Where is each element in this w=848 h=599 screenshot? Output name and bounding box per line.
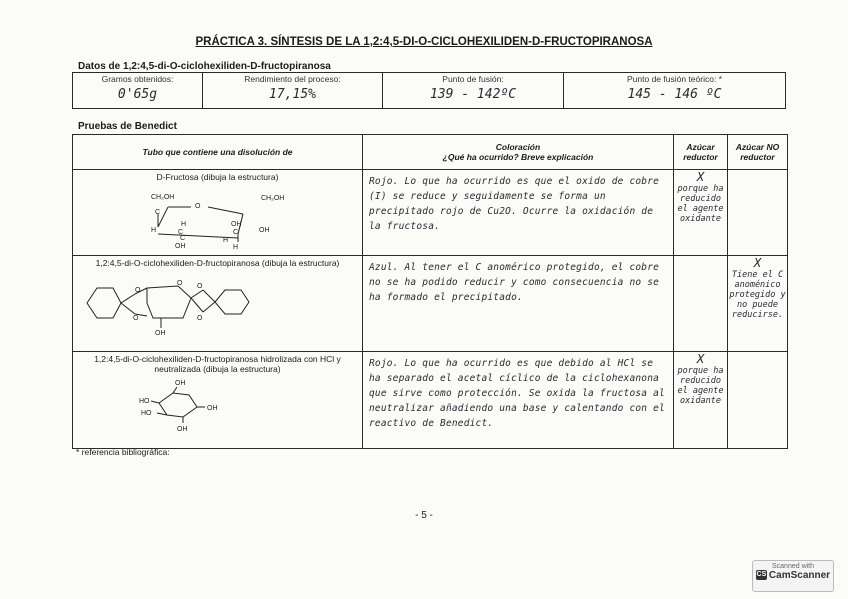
scanner-brand-name: CamScanner — [768, 570, 831, 581]
scanner-caption: Scanned with — [771, 563, 815, 570]
atom-label: OH — [155, 330, 166, 337]
footnote: * referencia bibliográfica: — [76, 447, 170, 457]
page-title: PRÁCTICA 3. SÍNTESIS DE LA 1,2:4,5-DI-O-CICLOHEXILIDEN-D-FRUCTOPIRANOSA — [195, 36, 653, 48]
observation-cell — [363, 170, 674, 256]
reducing-cell — [674, 170, 728, 256]
atom-label: OH — [175, 243, 186, 251]
benedict-section-heading: Pruebas de Benedict — [78, 121, 177, 132]
reducing-mark: X — [696, 170, 705, 184]
header-coloration-title: Coloración — [495, 142, 541, 152]
header-reducing: Azúcar reductor — [674, 135, 728, 170]
atom-label: HO — [141, 409, 152, 417]
atom-label: H — [181, 221, 187, 229]
data-section-heading: Datos de 1,2:4,5-di-O-ciclohexiliden-D-fructopiranosa — [78, 61, 331, 72]
data-cell-theoretical-melting-point — [564, 73, 786, 109]
data-value: 139 - 142ºC — [429, 87, 517, 102]
tube-cell — [73, 256, 363, 352]
atom-label: H — [151, 227, 157, 235]
table-row — [73, 352, 788, 449]
header-coloration-question: ¿Qué ha ocurrido? Breve explicación — [442, 152, 594, 162]
data-label: Rendimiento del proceso: — [244, 74, 341, 84]
atom-label: C — [155, 209, 161, 217]
atom-label: H — [233, 244, 239, 251]
table-row — [73, 256, 788, 352]
atom-label: O — [197, 315, 203, 323]
observation-text: Rojo. Lo que ha ocurrido es que debido al HCl se ha separado el acetal cíclico de la ciclohexanona que sirve como protección. Se oxida la fructosa al neutralizar añadiendo una base y calentando con el reactivo de Benedict. — [369, 358, 665, 430]
header-coloration — [363, 135, 674, 170]
atom-label: O — [135, 287, 141, 295]
data-cell-grams — [73, 73, 203, 109]
header-tube: Tubo que contiene una disolución de — [73, 135, 363, 170]
atom-label: O — [177, 280, 183, 288]
observation-text: Azul. Al tener el C anomérico protegido, el cobre no se ha podido reducir y como consecuencia no se ha formado el precipitado. — [369, 262, 660, 304]
camscanner-logo-icon: CS — [756, 571, 767, 579]
data-value: 17,15% — [269, 87, 316, 102]
page-number: - 5 - — [415, 510, 433, 521]
tube-label: D-Fructosa (dibuja la estructura) — [156, 172, 279, 182]
reducing-mark: X — [696, 352, 705, 367]
atom-label: C — [178, 229, 184, 237]
atom-label: O — [195, 203, 201, 211]
tube-label: 1,2:4,5-di-O-ciclohexiliden-D-fructopiranosa (dibuja la estructura) — [95, 258, 340, 269]
data-label: Punto de fusión teórico: * — [627, 74, 722, 84]
atom-label: C — [180, 235, 186, 243]
fructose-structure — [73, 182, 363, 250]
reducing-cell — [674, 352, 728, 449]
atom-label: HO — [139, 397, 150, 405]
non-reducing-cell — [728, 256, 788, 352]
tube-label: 1,2:4,5-di-O-ciclohexiliden-D-fructopiranosa hidrolizada con HCl y neutralizada (dibuja la estructura) — [94, 354, 341, 375]
data-value: 0'65g — [117, 87, 158, 102]
atom-label: CH₂OH — [151, 194, 175, 202]
data-cell-yield — [203, 73, 383, 109]
data-value: 145 - 146 ºC — [627, 87, 722, 102]
tube-cell — [73, 170, 363, 256]
benedict-table — [72, 134, 788, 449]
atom-label: H — [223, 237, 229, 245]
atom-label: OH — [177, 425, 188, 433]
data-table — [72, 72, 786, 109]
atom-label: OH — [207, 404, 218, 412]
scanner-brand — [753, 570, 833, 581]
non-reducing-cell — [728, 352, 788, 449]
atom-label: O — [197, 283, 203, 291]
atom-label: C — [233, 229, 239, 237]
data-label: Gramos obtenidos: — [101, 74, 174, 84]
data-cell-melting-point — [383, 73, 564, 109]
reducing-note: porque ha reducido el agente oxidante — [677, 184, 724, 224]
atom-label: OH — [231, 221, 242, 229]
data-label: Punto de fusión: — [442, 74, 504, 84]
reducing-cell — [674, 256, 728, 352]
reducing-note: porque ha reducido el agente oxidante — [677, 366, 724, 407]
hydrolyzed-fructose-structure — [73, 375, 363, 435]
atom-label: O — [133, 315, 139, 323]
atom-label: CH₂OH — [261, 195, 285, 203]
scanner-badge — [752, 560, 834, 592]
atom-label: OH — [175, 379, 186, 387]
non-reducing-cell — [728, 170, 788, 256]
atom-label: OH — [259, 227, 270, 235]
header-non-reducing: Azúcar NO reductor — [728, 135, 788, 170]
table-row — [73, 170, 788, 256]
non-reducing-note: Tiene el C anoménico protegido y no puede reducirse. — [729, 270, 786, 321]
tube-cell — [73, 352, 363, 449]
observation-cell — [363, 256, 674, 352]
observation-text: Rojo. Lo que ha ocurrido es que el oxido de cobre (I) se reduce y seguidamente se forma un precipitado rojo de Cu2O. Ocurre la oxidación de la fructosa. — [369, 176, 660, 232]
non-reducing-mark: X — [753, 256, 762, 271]
observation-cell — [363, 352, 674, 449]
protected-fructose-structure — [73, 268, 363, 336]
